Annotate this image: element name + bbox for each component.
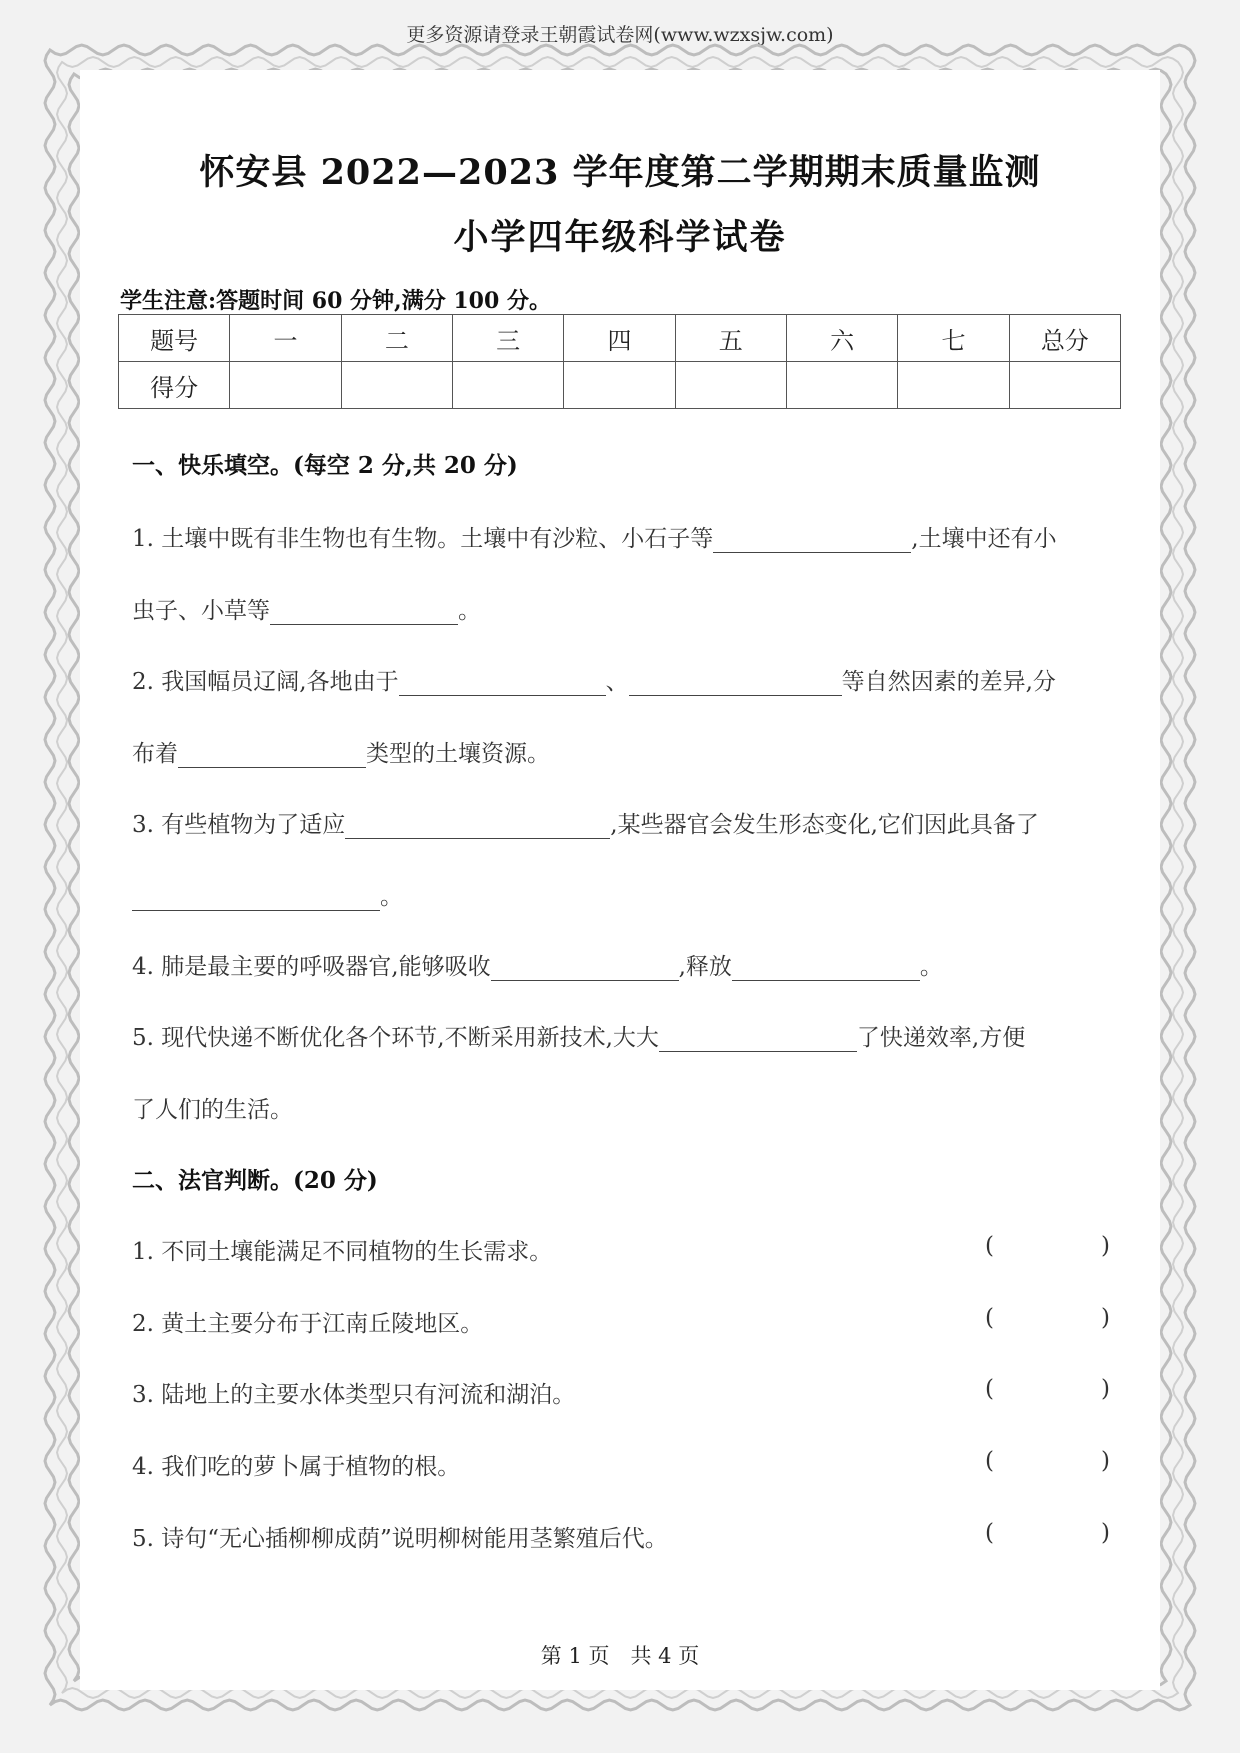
answer-blank[interactable] [629,670,842,696]
question-text: ,释放 [678,954,732,980]
question-text: 等自然因素的差异,分 [841,669,1056,695]
question-text: 5. 现代快递不断优化各个环节,不断采用新技术,大大 [132,1025,659,1051]
question-text: 。 [458,598,481,624]
question-text: 。 [380,884,403,910]
answer-parentheses[interactable]: ( ) [985,1305,1110,1331]
fill-question-5-cont [132,1091,293,1124]
answer-blank[interactable] [399,670,606,696]
score-cell[interactable] [675,362,786,409]
header-cell: 七 [898,315,1009,362]
question-text: ,土壤中还有小 [911,526,1057,552]
question-text: 布着 [132,741,178,767]
section1-heading: 一、快乐填空。(每空 2 分,共 20 分) [132,452,518,479]
question-text: 1. 土壤中既有非生物也有生物。土壤中有沙粒、小石子等 [132,526,714,552]
question-text: 。 [919,954,943,980]
score-table [118,314,1121,409]
answer-parentheses[interactable]: ( ) [985,1520,1110,1546]
source-banner: 更多资源请登录王朝霞试卷网(www.wzxsjw.com) [406,24,834,46]
score-cell[interactable] [898,362,1009,409]
question-text: 了快递效率,方便 [856,1025,1026,1051]
header-cell: 一 [230,315,341,362]
question-text: 虫子、小草等 [132,598,270,624]
score-cell[interactable] [1009,362,1120,409]
judge-question-3: 3. 陆地上的主要水体类型只有河流和湖泊。 [132,1382,576,1408]
fill-question-2-cont [132,735,550,768]
page-footer: 第 1 页 共 4 页 [540,1644,700,1668]
header-cell: 四 [564,315,675,362]
question-text: 3. 有些植物为了适应 [132,812,346,838]
header-cell: 题号 [119,315,230,362]
score-cell[interactable] [452,362,563,409]
section2-heading: 二、法官判断。(20 分) [132,1167,378,1194]
score-table-score-row [119,362,1121,409]
answer-blank[interactable] [491,955,679,981]
fill-question-3 [132,806,1039,839]
fill-question-4 [132,948,943,981]
student-notice: 学生注意:答题时间 60 分钟,满分 100 分。 [120,288,551,314]
answer-blank[interactable] [659,1026,857,1052]
question-text: 、 [605,669,629,695]
answer-blank[interactable] [132,885,380,911]
score-cell[interactable] [786,362,897,409]
header-cell: 五 [675,315,786,362]
score-cell[interactable] [341,362,452,409]
question-text: 类型的土壤资源。 [366,741,550,767]
fill-question-3-cont [132,878,403,911]
exam-subtitle: 小学四年级科学试卷 [453,217,787,258]
answer-parentheses[interactable]: ( ) [985,1233,1110,1259]
question-text: ,某些器官会发生形态变化,它们因此具备了 [610,812,1039,838]
answer-parentheses[interactable]: ( ) [985,1376,1110,1402]
header-cell: 总分 [1009,315,1120,362]
question-text: 4. 肺是最主要的呼吸器官,能够吸收 [132,954,491,980]
answer-blank[interactable] [270,599,458,625]
header-cell: 三 [452,315,563,362]
answer-blank[interactable] [345,813,610,839]
exam-title: 怀安县 2022—2023 学年度第二学期期末质量监测 [199,152,1041,193]
row-label: 得分 [119,362,230,409]
answer-blank[interactable] [178,742,366,768]
fill-question-1 [132,520,1057,553]
score-table-header-row [119,315,1121,362]
answer-parentheses[interactable]: ( ) [985,1448,1110,1474]
header-cell: 二 [341,315,452,362]
score-cell[interactable] [564,362,675,409]
answer-blank[interactable] [713,527,911,553]
question-text: 2. 我国幅员辽阔,各地由于 [132,669,399,695]
judge-question-4: 4. 我们吃的萝卜属于植物的根。 [132,1454,461,1480]
fill-question-1-cont [132,592,481,625]
judge-question-1: 1. 不同土壤能满足不同植物的生长需求。 [132,1239,553,1265]
fill-question-5 [132,1019,1025,1052]
question-text: 了人们的生活。 [132,1097,293,1123]
answer-blank[interactable] [732,955,920,981]
header-cell: 六 [786,315,897,362]
score-cell[interactable] [230,362,341,409]
fill-question-2 [132,663,1056,696]
judge-question-5: 5. 诗句“无心插柳柳成荫”说明柳树能用茎繁殖后代。 [132,1526,668,1552]
judge-question-2: 2. 黄土主要分布于江南丘陵地区。 [132,1311,484,1337]
